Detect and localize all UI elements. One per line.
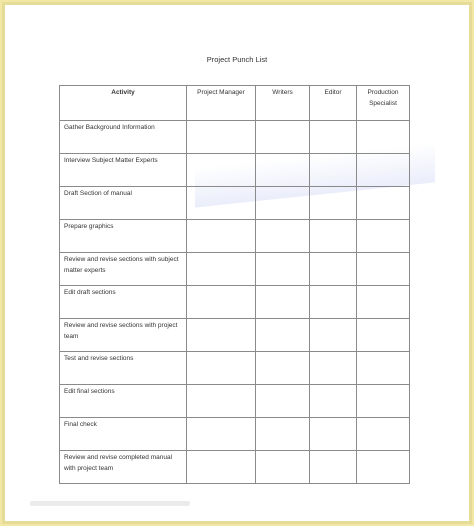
- header-project-manager: Project Manager: [187, 86, 256, 121]
- production-specialist-cell[interactable]: [357, 154, 410, 187]
- table-row: [60, 418, 410, 451]
- production-specialist-cell[interactable]: [357, 451, 410, 484]
- table-row: [60, 385, 410, 418]
- activity-cell: Review and revise sections with project team: [60, 319, 187, 352]
- header-writers: Writers: [256, 86, 310, 121]
- activity-cell: Interview Subject Matter Experts: [60, 154, 187, 187]
- writers-cell[interactable]: [256, 220, 310, 253]
- editor-cell[interactable]: [310, 253, 357, 286]
- editor-cell[interactable]: [310, 418, 357, 451]
- editor-cell[interactable]: [310, 220, 357, 253]
- table-row: [60, 187, 410, 220]
- activity-cell: Gather Background Information: [60, 121, 187, 154]
- production-specialist-cell[interactable]: [357, 418, 410, 451]
- editor-cell[interactable]: [310, 385, 357, 418]
- activity-cell: Edit draft sections: [60, 286, 187, 319]
- project-manager-cell[interactable]: [187, 220, 256, 253]
- writers-cell[interactable]: [256, 385, 310, 418]
- production-specialist-cell[interactable]: [357, 286, 410, 319]
- project-manager-cell[interactable]: [187, 319, 256, 352]
- editor-cell[interactable]: [310, 352, 357, 385]
- writers-cell[interactable]: [256, 319, 310, 352]
- editor-cell[interactable]: [310, 319, 357, 352]
- editor-cell[interactable]: [310, 451, 357, 484]
- editor-cell[interactable]: [310, 154, 357, 187]
- writers-cell[interactable]: [256, 121, 310, 154]
- activity-cell: Review and revise sections with subject matter experts: [60, 253, 187, 286]
- table-row: [60, 319, 410, 352]
- header-production-specialist: Production Specialist: [357, 86, 410, 121]
- activity-cell: Test and revise sections: [60, 352, 187, 385]
- editor-cell[interactable]: [310, 286, 357, 319]
- project-manager-cell[interactable]: [187, 418, 256, 451]
- project-manager-cell[interactable]: [187, 385, 256, 418]
- writers-cell[interactable]: [256, 418, 310, 451]
- table-row: [60, 121, 410, 154]
- editor-cell[interactable]: [310, 187, 357, 220]
- production-specialist-cell[interactable]: [357, 385, 410, 418]
- table-row: [60, 286, 410, 319]
- writers-cell[interactable]: [256, 253, 310, 286]
- header-editor: Editor: [310, 86, 357, 121]
- production-specialist-cell[interactable]: [357, 253, 410, 286]
- writers-cell[interactable]: [256, 451, 310, 484]
- editor-cell[interactable]: [310, 121, 357, 154]
- header-activity: Activity: [60, 86, 187, 121]
- punch-list-table: [59, 85, 410, 484]
- writers-cell[interactable]: [256, 352, 310, 385]
- document-sheet: [5, 5, 469, 521]
- production-specialist-cell[interactable]: [357, 121, 410, 154]
- production-specialist-cell[interactable]: [357, 319, 410, 352]
- production-specialist-cell[interactable]: [357, 352, 410, 385]
- project-manager-cell[interactable]: [187, 187, 256, 220]
- activity-cell: Final check: [60, 418, 187, 451]
- table-row: [60, 451, 410, 484]
- document-title: Project Punch List: [206, 55, 268, 64]
- table-row: [60, 154, 410, 187]
- table-header-row: [60, 86, 410, 121]
- table-body: [60, 121, 410, 484]
- production-specialist-cell[interactable]: [357, 220, 410, 253]
- activity-cell: Draft Section of manual: [60, 187, 187, 220]
- writers-cell[interactable]: [256, 154, 310, 187]
- project-manager-cell[interactable]: [187, 352, 256, 385]
- writers-cell[interactable]: [256, 286, 310, 319]
- project-manager-cell[interactable]: [187, 286, 256, 319]
- project-manager-cell[interactable]: [187, 121, 256, 154]
- writers-cell[interactable]: [256, 187, 310, 220]
- faint-footer-text: [30, 501, 190, 506]
- production-specialist-cell[interactable]: [357, 187, 410, 220]
- project-manager-cell[interactable]: [187, 154, 256, 187]
- table-row: [60, 253, 410, 286]
- project-manager-cell[interactable]: [187, 451, 256, 484]
- activity-cell: Edit final sections: [60, 385, 187, 418]
- activity-cell: Review and revise completed manual with project team: [60, 451, 187, 484]
- activity-cell: Prepare graphics: [60, 220, 187, 253]
- table-row: [60, 352, 410, 385]
- table-row: [60, 220, 410, 253]
- project-manager-cell[interactable]: [187, 253, 256, 286]
